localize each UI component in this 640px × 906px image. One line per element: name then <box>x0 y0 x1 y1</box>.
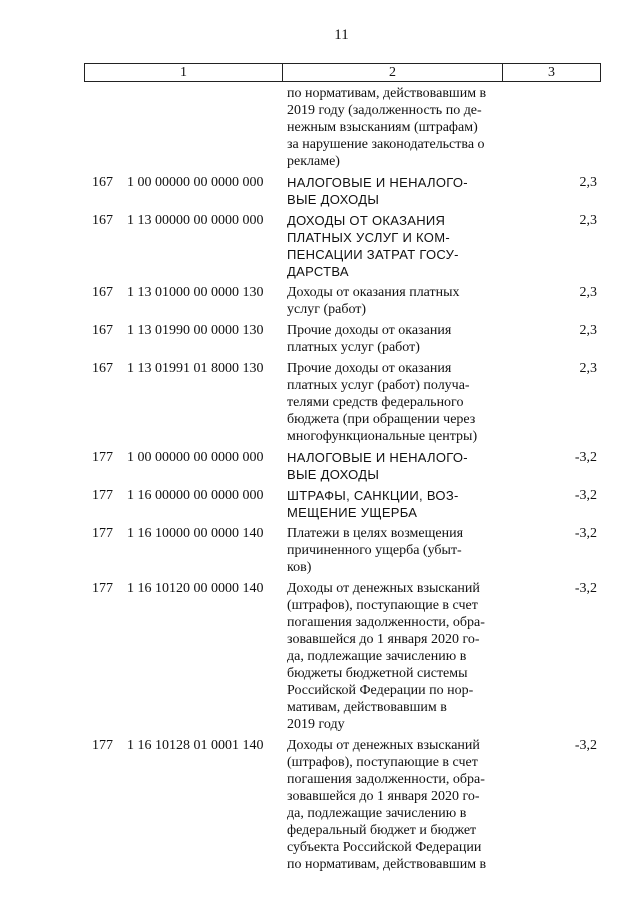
budget-code: 1 13 01991 01 8000 130 <box>127 361 264 376</box>
amount: 2,3 <box>579 213 597 228</box>
amount: -3,2 <box>574 738 597 753</box>
income-name: ДОХОДЫ ОТ ОКАЗАНИЯ ПЛАТНЫХ УСЛУГ И КОМ- ПЕНСАЦИИ ЗАТРАТ ГОСУ- ДАРСТВА <box>287 213 459 279</box>
amount: 2,3 <box>579 323 597 338</box>
table-row <box>0 360 640 445</box>
admin-code: 177 <box>92 581 113 596</box>
table-row <box>0 284 640 318</box>
income-name: ШТРАФЫ, САНКЦИИ, ВОЗ- МЕЩЕНИЕ УЩЕРБА <box>287 488 459 520</box>
income-name: Прочие доходы от оказания платных услуг (работ) <box>287 323 452 355</box>
budget-code: 1 00 00000 00 0000 000 <box>127 450 264 465</box>
table-row <box>0 174 640 208</box>
admin-code: 177 <box>92 526 113 541</box>
header-col-3: 3 <box>548 65 555 80</box>
budget-code: 1 13 01000 00 0000 130 <box>127 285 264 300</box>
table-body <box>0 85 640 877</box>
table-row <box>0 525 640 576</box>
budget-code: 1 16 10000 00 0000 140 <box>127 526 264 541</box>
budget-code: 1 16 10128 01 0001 140 <box>127 738 264 753</box>
admin-code: 167 <box>92 361 113 376</box>
table-row <box>0 487 640 521</box>
table-row <box>0 449 640 483</box>
amount: 2,3 <box>579 175 597 190</box>
income-name: Платежи в целях возмещения причиненного ущерба (убыт- ков) <box>287 526 464 575</box>
budget-code: 1 16 00000 00 0000 000 <box>127 488 264 503</box>
table-row <box>0 212 640 280</box>
amount: 2,3 <box>579 361 597 376</box>
admin-code: 167 <box>92 323 113 338</box>
income-name: НАЛОГОВЫЕ И НЕНАЛОГО- ВЫЕ ДОХОДЫ <box>287 450 468 482</box>
amount: -3,2 <box>574 526 597 541</box>
admin-code: 167 <box>92 175 113 190</box>
income-name: НАЛОГОВЫЕ И НЕНАЛОГО- ВЫЕ ДОХОДЫ <box>287 175 468 207</box>
budget-code: 1 13 01990 00 0000 130 <box>127 323 264 338</box>
table-row <box>0 322 640 356</box>
amount: 2,3 <box>579 285 597 300</box>
admin-code: 167 <box>92 213 113 228</box>
income-name: по нормативам, действовавшим в 2019 году (задолженность по де- нежным взысканиям (штрафам) за нарушение законодательства о рекламе) <box>287 86 487 169</box>
budget-code: 1 00 00000 00 0000 000 <box>127 175 264 190</box>
table-row <box>0 85 640 170</box>
header-col-1: 1 <box>85 64 283 81</box>
income-name: Доходы от оказания платных услуг (работ) <box>287 285 460 317</box>
budget-code: 1 13 00000 00 0000 000 <box>127 213 264 228</box>
income-name: Доходы от денежных взысканий (штрафов), поступающие в счет погашения задолженности, обра- зовавшейся до 1 января 2020 го- да, подлежащие зачислению в бюджеты бюджетной системы Российской Федерации по нор- мативам, действовавшим в 2019 году <box>287 581 485 732</box>
income-name: Прочие доходы от оказания платных услуг (работ) получа- телями средств федерального бюджета (при обращении через многофункциональные центры) <box>287 361 478 444</box>
header-col-2: 2 <box>283 64 503 81</box>
table-row <box>0 737 640 873</box>
amount: -3,2 <box>574 581 597 596</box>
admin-code: 167 <box>92 285 113 300</box>
admin-code: 177 <box>92 738 113 753</box>
amount: -3,2 <box>574 450 597 465</box>
table-header <box>84 63 601 82</box>
table-row <box>0 580 640 733</box>
income-name: Доходы от денежных взысканий (штрафов), поступающие в счет погашения задолженности, обра- зовавшейся до 1 января 2020 го- да, подлежащие зачислению в федеральный бюджет и бюджет субъекта Российской Федерации по нормативам, действовавшим в <box>287 738 487 872</box>
page-number: 11 <box>334 27 349 43</box>
budget-code: 1 16 10120 00 0000 140 <box>127 581 264 596</box>
admin-code: 177 <box>92 450 113 465</box>
admin-code: 177 <box>92 488 113 503</box>
amount: -3,2 <box>574 488 597 503</box>
